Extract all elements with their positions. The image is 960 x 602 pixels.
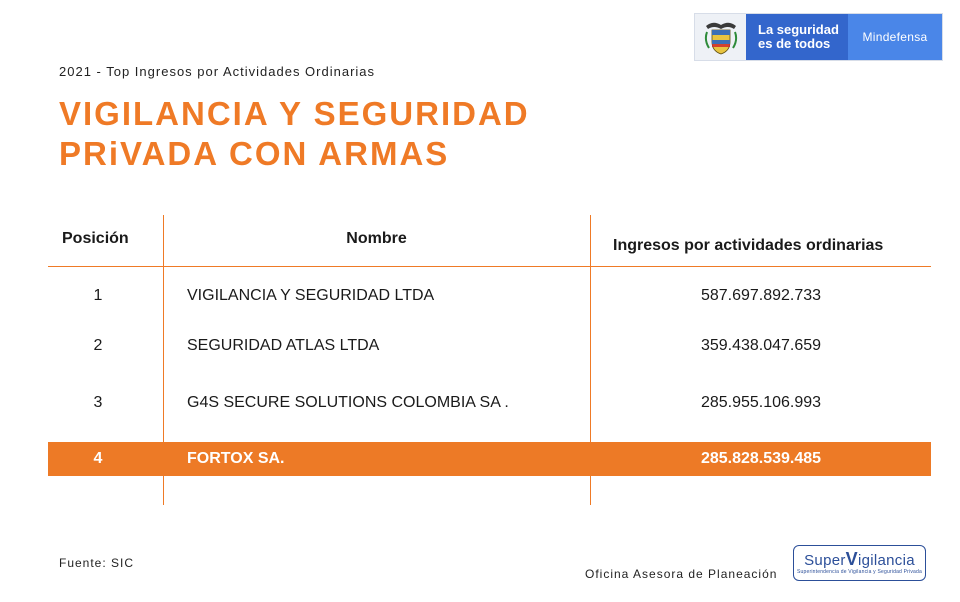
table-row-highlighted — [48, 442, 931, 476]
source-note: Fuente: SIC — [59, 556, 135, 570]
row-company-name: VIGILANCIA Y SEGURIDAD LTDA — [187, 287, 435, 304]
ministry-label: Mindefensa — [848, 14, 942, 60]
row-position: 2 — [93, 337, 103, 354]
page-title — [59, 94, 530, 174]
row-revenue: 359.438.047.659 — [700, 337, 822, 354]
table-row — [48, 329, 931, 363]
row-position: 4 — [93, 450, 103, 467]
table-row — [48, 386, 931, 420]
revenue-table — [48, 215, 931, 505]
report-subtitle: 2021 - Top Ingresos por Actividades Ordinarias — [59, 64, 376, 79]
row-position: 1 — [93, 287, 103, 304]
office-label: Oficina Asesora de Planeación — [585, 567, 778, 581]
table-row — [48, 279, 931, 313]
government-banner — [694, 13, 943, 61]
logo-tagline: Superintendencia de Vigilancia y Seguridad Privada — [797, 568, 922, 575]
slogan-line-1: La seguridad — [758, 22, 839, 37]
logo-suffix: igilancia — [857, 551, 915, 569]
row-company-name: SEGURIDAD ATLAS LTDA — [187, 337, 380, 354]
slogan-line-2: es de todos — [758, 36, 831, 51]
logo-initial: V — [845, 548, 858, 569]
government-slogan — [746, 14, 848, 60]
row-revenue: 587.697.892.733 — [700, 287, 822, 304]
title-line-1: VIGILANCIA Y SEGURIDAD — [59, 95, 530, 132]
row-company-name: G4S SECURE SOLUTIONS COLOMBIA SA . — [187, 394, 509, 411]
column-header-revenue: Ingresos por actividades ordinarias — [613, 237, 884, 254]
title-line-2: PRiVADA CON ARMAS — [59, 135, 450, 172]
header-divider — [48, 266, 931, 267]
logo-prefix: Super — [804, 551, 846, 569]
column-header-name: Nombre — [346, 230, 407, 247]
supervigilancia-logo — [793, 545, 926, 581]
column-header-position: Posición — [62, 230, 129, 247]
logo-wordmark — [804, 548, 915, 569]
coat-of-arms-icon — [695, 14, 746, 60]
row-position: 3 — [93, 394, 103, 411]
row-company-name: FORTOX SA. — [187, 450, 285, 467]
row-revenue: 285.955.106.993 — [700, 394, 822, 411]
row-revenue: 285.828.539.485 — [700, 450, 822, 467]
